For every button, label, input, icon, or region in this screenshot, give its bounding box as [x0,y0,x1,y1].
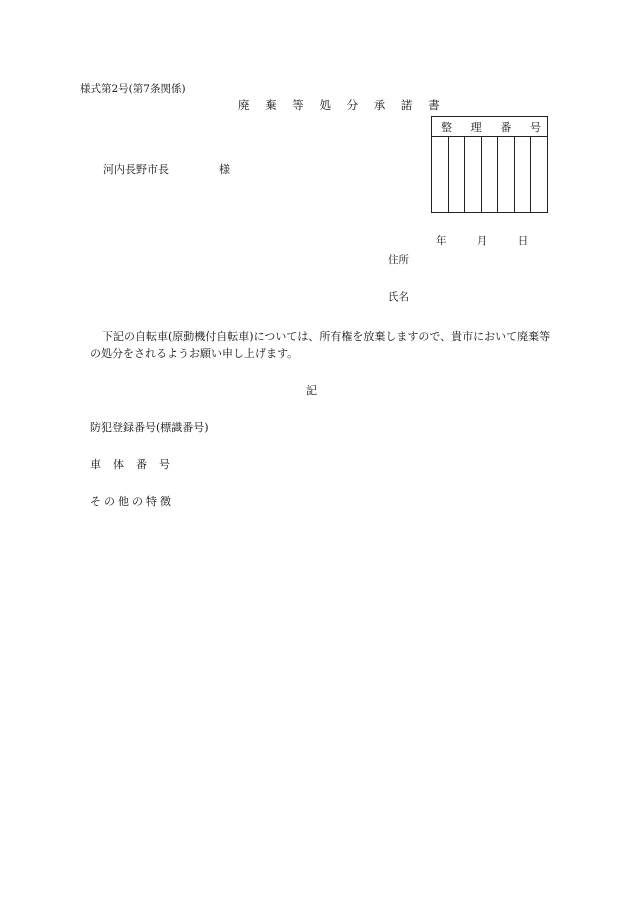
registration-number-box [431,116,548,213]
registration-number-cell [515,137,532,212]
item-other-features: その他の特徴 [90,495,174,508]
ki-heading: 記 [306,384,317,397]
date-line [436,236,528,247]
document-title: 廃 棄 等 処 分 承 諾 書 [238,98,446,112]
item-frame-number: 車体番号 [90,458,182,471]
date-day-label: 日 [517,235,529,247]
date-month-label: 月 [476,235,488,247]
registration-header-char: 理 [470,120,482,134]
registration-number-cell [465,137,482,212]
address-label: 住所 [388,254,409,266]
addressee-honorific: 様 [219,163,230,176]
registration-header-char: 番 [500,120,512,134]
name-label: 氏名 [388,291,409,303]
registration-number-header [432,117,547,137]
registration-header-char: 号 [529,120,541,134]
consent-statement: 下記の自転車(原動機付自転車)については、所有権を放棄しますので、貴市において廃棄等の処分をされるようお願い申し上げます。 [90,330,551,360]
registration-number-cells [432,137,547,212]
registration-number-cell [449,137,466,212]
item-crime-prevention-number: 防犯登録番号(標識番号) [90,421,209,434]
registration-number-cell [498,137,515,212]
form-number: 様式第2号(第7条関係) [80,83,186,95]
registration-number-cell [432,137,449,212]
registration-number-cell [482,137,499,212]
registration-header-char: 整 [441,120,452,134]
registration-number-cell [531,137,547,212]
date-year-label: 年 [436,235,447,247]
addressee-name: 河内長野市長 [103,163,169,176]
